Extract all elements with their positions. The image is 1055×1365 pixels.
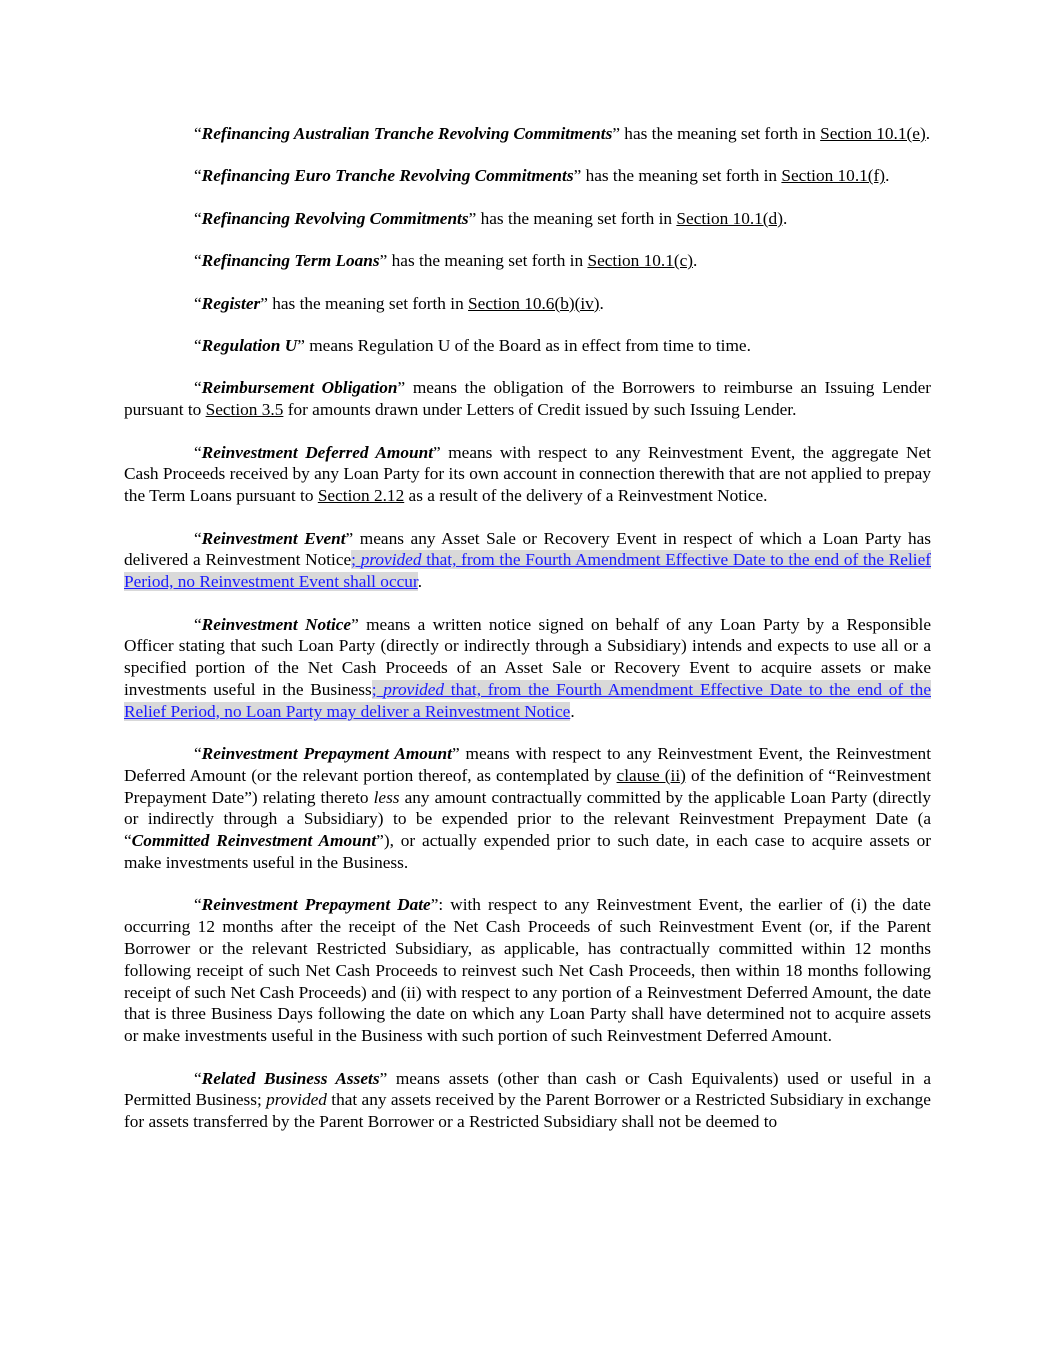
defined-term: Reinvestment Deferred Amount	[201, 442, 434, 462]
defined-term: Register	[201, 293, 261, 313]
inserted-text: ; provided that, from the Fourth Amendment Effective Date to the end of the Relief Period, no Reinvestment Event shall occur	[124, 550, 932, 592]
definition-reinvestment-notice: “Reinvestment Notice” means a written notice signed on behalf of any Loan Party by a Responsible Officer stating that such Loan Party (directly or indirectly through a Subsidiary) intends and expects to use all or a specified portion of the Net Cash Proceeds of an Asset Sale or Recovery Event to acquire assets or make investments useful in the Business; provided that, from the Fourth Amendment Effective Date to the end of the Relief Period, no Loan Party may deliver a Reinvestment Notice.	[124, 614, 931, 721]
definition-refinancing-australian-tranche-revolving-commitments: “Refinancing Australian Tranche Revolving Commitments” has the meaning set forth in Section 10.1(e).	[194, 124, 931, 143]
defined-term: Reinvestment Prepayment Amount	[201, 744, 452, 764]
defined-term: Related Business Assets	[201, 1068, 380, 1088]
section-reference: Section 10.1(e)	[820, 124, 926, 143]
definition-refinancing-revolving-commitments: “Refinancing Revolving Commitments” has the meaning set forth in Section 10.1(d).	[194, 208, 788, 228]
section-reference: Section 2.12	[317, 486, 405, 506]
definition-register: “Register” has the meaning set forth in Section 10.6(b)(iv).	[194, 293, 604, 313]
defined-term: Refinancing Australian Tranche Revolving Commitments	[201, 124, 613, 143]
definition-related-business-assets: “Related Business Assets” means assets (other than cash or Cash Equivalents) used or useful in a Permitted Business; provided that any assets received by the Parent Borrower or a Restricted Subsidiary in exchange for assets transferred by the Parent Borrower or a Restricted Subsidiary shall not be deemed to	[124, 1068, 931, 1132]
definition-reinvestment-prepayment-date: “Reinvestment Prepayment Date”: with respect to any Reinvestment Event, the earlier of (i) the date occurring 12 months after the receipt of the Net Cash Proceeds of such Reinvestment Event (or, if the Parent Borrower or the relevant Restricted Subsidiary, as applicable, has contractually committed within 12 months following receipt of such Net Cash Proceeds to reinvest such Net Cash Proceeds, then within 18 months following receipt of such Net Cash Proceeds) and (ii) with respect to any portion of a Reinvestment Deferred Amount, the date that is three Business Days following the date on which any Loan Party shall have determined not to acquire assets or make investments useful in the Business with such portion of such Reinvestment Deferred Amount.	[124, 895, 931, 1046]
inserted-text: ; provided that, from the Fourth Amendment Effective Date to the end of the Relief Period, no Loan Party may deliver a Reinvestment Notice	[124, 679, 931, 721]
section-reference: Section 10.1(d)	[676, 208, 783, 228]
definition-reinvestment-deferred-amount: “Reinvestment Deferred Amount” means with respect to any Reinvestment Event, the aggregate Net Cash Proceeds received by any Loan Party for its own account in connection therewith that are not applied to prepay the Term Loans pursuant to Section 2.12 as a result of the delivery of a Reinvestment Notice.	[124, 442, 932, 506]
section-reference: Section 10.1(f)	[781, 166, 886, 186]
definition-regulation-u: “Regulation U” means Regulation U of the Board as in effect from time to time.	[194, 335, 751, 355]
defined-term: Reinvestment Prepayment Date	[201, 895, 431, 915]
defined-term: Refinancing Term Loans	[201, 251, 380, 271]
definition-refinancing-term-loans: “Refinancing Term Loans” has the meaning set forth in Section 10.1(c).	[194, 251, 698, 271]
defined-term: Refinancing Euro Tranche Revolving Commitments	[201, 166, 574, 186]
section-reference: Section 10.6(b)(iv)	[468, 293, 600, 313]
defined-term: Committed Reinvestment Amount	[131, 831, 377, 851]
section-reference: Section 3.5	[205, 400, 284, 420]
clause-reference: clause (ii)	[616, 765, 686, 785]
defined-term: Reinvestment Notice	[201, 614, 352, 634]
section-reference: Section 10.1(c)	[587, 251, 694, 271]
definition-reinvestment-prepayment-amount: “Reinvestment Prepayment Amount” means with respect to any Reinvestment Event, the Reinvestment Deferred Amount (or the relevant portion thereof, as contemplated by clause (ii) of the definition of “Reinvestment Prepayment Date”) relating thereto less any amount contractually committed by the applicable Loan Party (directly or indirectly through a Subsidiary) to be expended prior to the relevant Reinvestment Prepayment Date (a “Committed Reinvestment Amount”), or actually expended prior to such date, in each case to acquire assets or make investments useful in the Business.	[124, 744, 931, 873]
defined-term: Reimbursement Obligation	[201, 378, 398, 398]
document-page	[124, 123, 931, 1154]
definition-reimbursement-obligation: “Reimbursement Obligation” means the obligation of the Borrowers to reimburse an Issuing Lender pursuant to Section 3.5 for amounts drawn under Letters of Credit issued by such Issuing Lender.	[124, 378, 931, 420]
definition-reinvestment-event: “Reinvestment Event” means any Asset Sale or Recovery Event in respect of which a Loan Party has delivered a Reinvestment Notice; provided that, from the Fourth Amendment Effective Date to the end of the Relief Period, no Reinvestment Event shall occur.	[124, 528, 932, 592]
defined-term: Refinancing Revolving Commitments	[201, 208, 469, 228]
defined-term: Reinvestment Event	[201, 528, 346, 548]
defined-term: Regulation U	[201, 335, 298, 355]
definition-refinancing-euro-tranche-revolving-commitments: “Refinancing Euro Tranche Revolving Commitments” has the meaning set forth in Section 10.1(f).	[194, 166, 890, 186]
